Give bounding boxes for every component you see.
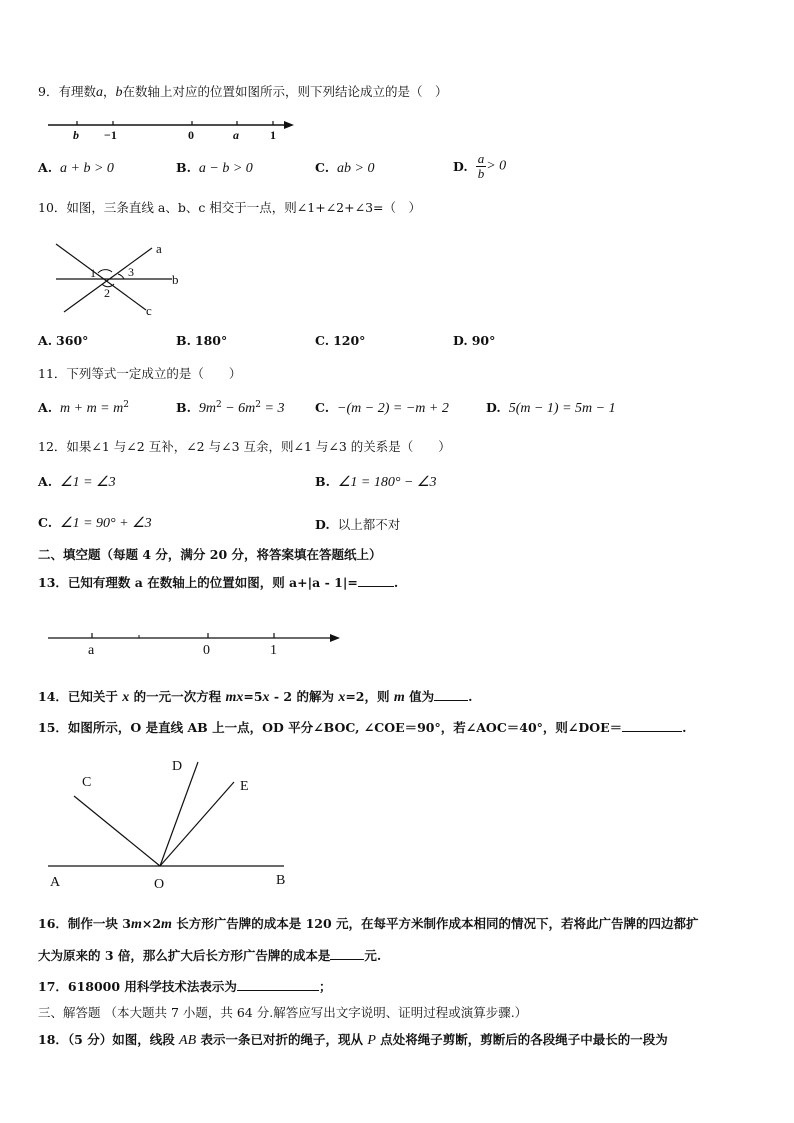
q11-option-d[interactable]: D. 5(m − 1) = 5m − 1: [486, 400, 616, 416]
answer-blank[interactable]: [622, 719, 682, 732]
q10-option-b[interactable]: B. 180°: [176, 333, 228, 348]
q14-stem: 14．已知关于 x 的一元一次方程 mx=5x - 2 的解为 x=2，则 m 值为 .: [38, 689, 473, 705]
q11-option-b[interactable]: B. $9m^2 - 6m^2 = 3$: [176, 400, 285, 417]
q10-stem: 10．如图，三条直线 a、b、c 相交于一点，则∠1+∠2+∠3=（ ）: [38, 200, 422, 215]
q12-option-c[interactable]: C. ∠1 = 90° + ∠3: [38, 515, 152, 531]
q15-stem: 15．如图所示，O 是直线 AB 上一点，OD 平分∠BOC, ∠COE＝90°，若∠AOC＝40°，则∠DOE＝ .: [38, 720, 687, 735]
section-heading-answer: 三、解答题 （本大题共 7 小题，共 64 分.解答应写出文字说明、证明过程或演算步骤.）: [38, 1005, 528, 1020]
axis-label-0: 0: [203, 643, 210, 658]
q12-option-b[interactable]: B. ∠1 = 180° − ∠3: [315, 474, 437, 490]
q10-option-c[interactable]: C. 120°: [315, 333, 366, 348]
axis-label-a: a: [88, 643, 95, 658]
angle-label-1: 1: [90, 266, 96, 280]
point-label-b: B: [276, 873, 286, 888]
q9-option-d[interactable]: D. $\frac{a}{b}$ > 0: [453, 151, 507, 181]
answer-blank[interactable]: [358, 574, 394, 587]
q13-stem: 13．已知有理数 a 在数轴上的位置如图，则 a+|a - 1|= .: [38, 575, 399, 590]
point-label-e: E: [240, 779, 249, 794]
q12-stem: 12．如果∠1 与∠2 互补，∠2 与∠3 互余，则∠1 与∠3 的关系是（ ）: [38, 439, 451, 454]
q12-option-d[interactable]: D. 以上都不对: [315, 517, 401, 532]
line-label-b: b: [172, 272, 179, 287]
q9-option-a[interactable]: A. a + b > 0: [38, 160, 114, 176]
axis-label-minus1: −1: [104, 128, 117, 142]
axis-label-0: 0: [188, 128, 194, 142]
point-label-d: D: [172, 759, 183, 774]
answer-blank[interactable]: [237, 978, 319, 991]
q18-stem: 18．（5 分）如图，线段 AB 表示一条已对折的绳子，现从 P 点处将绳子剪断，剪断后的各段绳子中最长的一段为: [38, 1032, 668, 1048]
answer-blank[interactable]: [434, 688, 468, 701]
fraction: $\frac{a}{b}$: [477, 151, 485, 181]
q16-stem-line1: 16．制作一块 3m×2m 长方形广告牌的成本是 120 元，在每平方米制作成本相同的情况下，若将此广告牌的四边都扩: [38, 916, 699, 932]
axis-label-b: b: [73, 128, 79, 142]
angle-label-2: 2: [104, 286, 110, 300]
q11-stem: 11．下列等式一定成立的是（ ）: [38, 366, 242, 381]
point-label-o: O: [154, 877, 165, 892]
q11-option-a[interactable]: A. $m + m = m^2$: [38, 400, 129, 417]
axis-label-1: 1: [270, 128, 276, 142]
point-label-a: A: [50, 875, 61, 890]
q15-angle-figure: [40, 752, 300, 894]
q10-lines-figure: [52, 236, 192, 322]
q10-option-a[interactable]: A. 360°: [38, 333, 89, 348]
angle-label-3: 3: [128, 265, 134, 279]
point-label-c: C: [82, 775, 92, 790]
line-label-c: c: [146, 303, 152, 318]
axis-label-1: 1: [270, 643, 277, 658]
answer-blank[interactable]: [330, 947, 364, 960]
q9-option-c[interactable]: C. ab > 0: [315, 160, 375, 176]
q12-option-a[interactable]: A. ∠1 = ∠3: [38, 474, 116, 490]
q10-option-d[interactable]: D. 90°: [453, 333, 496, 348]
line-label-a: a: [156, 241, 162, 256]
q9-stem: 9．有理数a，b在数轴上对应的位置如图所示，则下列结论成立的是（ ）: [38, 84, 448, 100]
q13-number-line: [44, 626, 344, 658]
section-heading-fill-in: 二、填空题（每题 4 分，满分 20 分，将答案填在答题纸上）: [38, 547, 382, 562]
q16-stem-line2: 大为原来的 3 倍，那么扩大后长方形广告牌的成本是 元.: [38, 948, 382, 963]
axis-label-a: a: [233, 128, 239, 142]
q11-option-c[interactable]: C. −(m − 2) = −m + 2: [315, 400, 449, 416]
q9-number-line: [40, 112, 300, 144]
q17-stem: 17．618000 用科学技术法表示为 ；: [38, 979, 332, 994]
q9-option-b[interactable]: B. a − b > 0: [176, 160, 253, 176]
